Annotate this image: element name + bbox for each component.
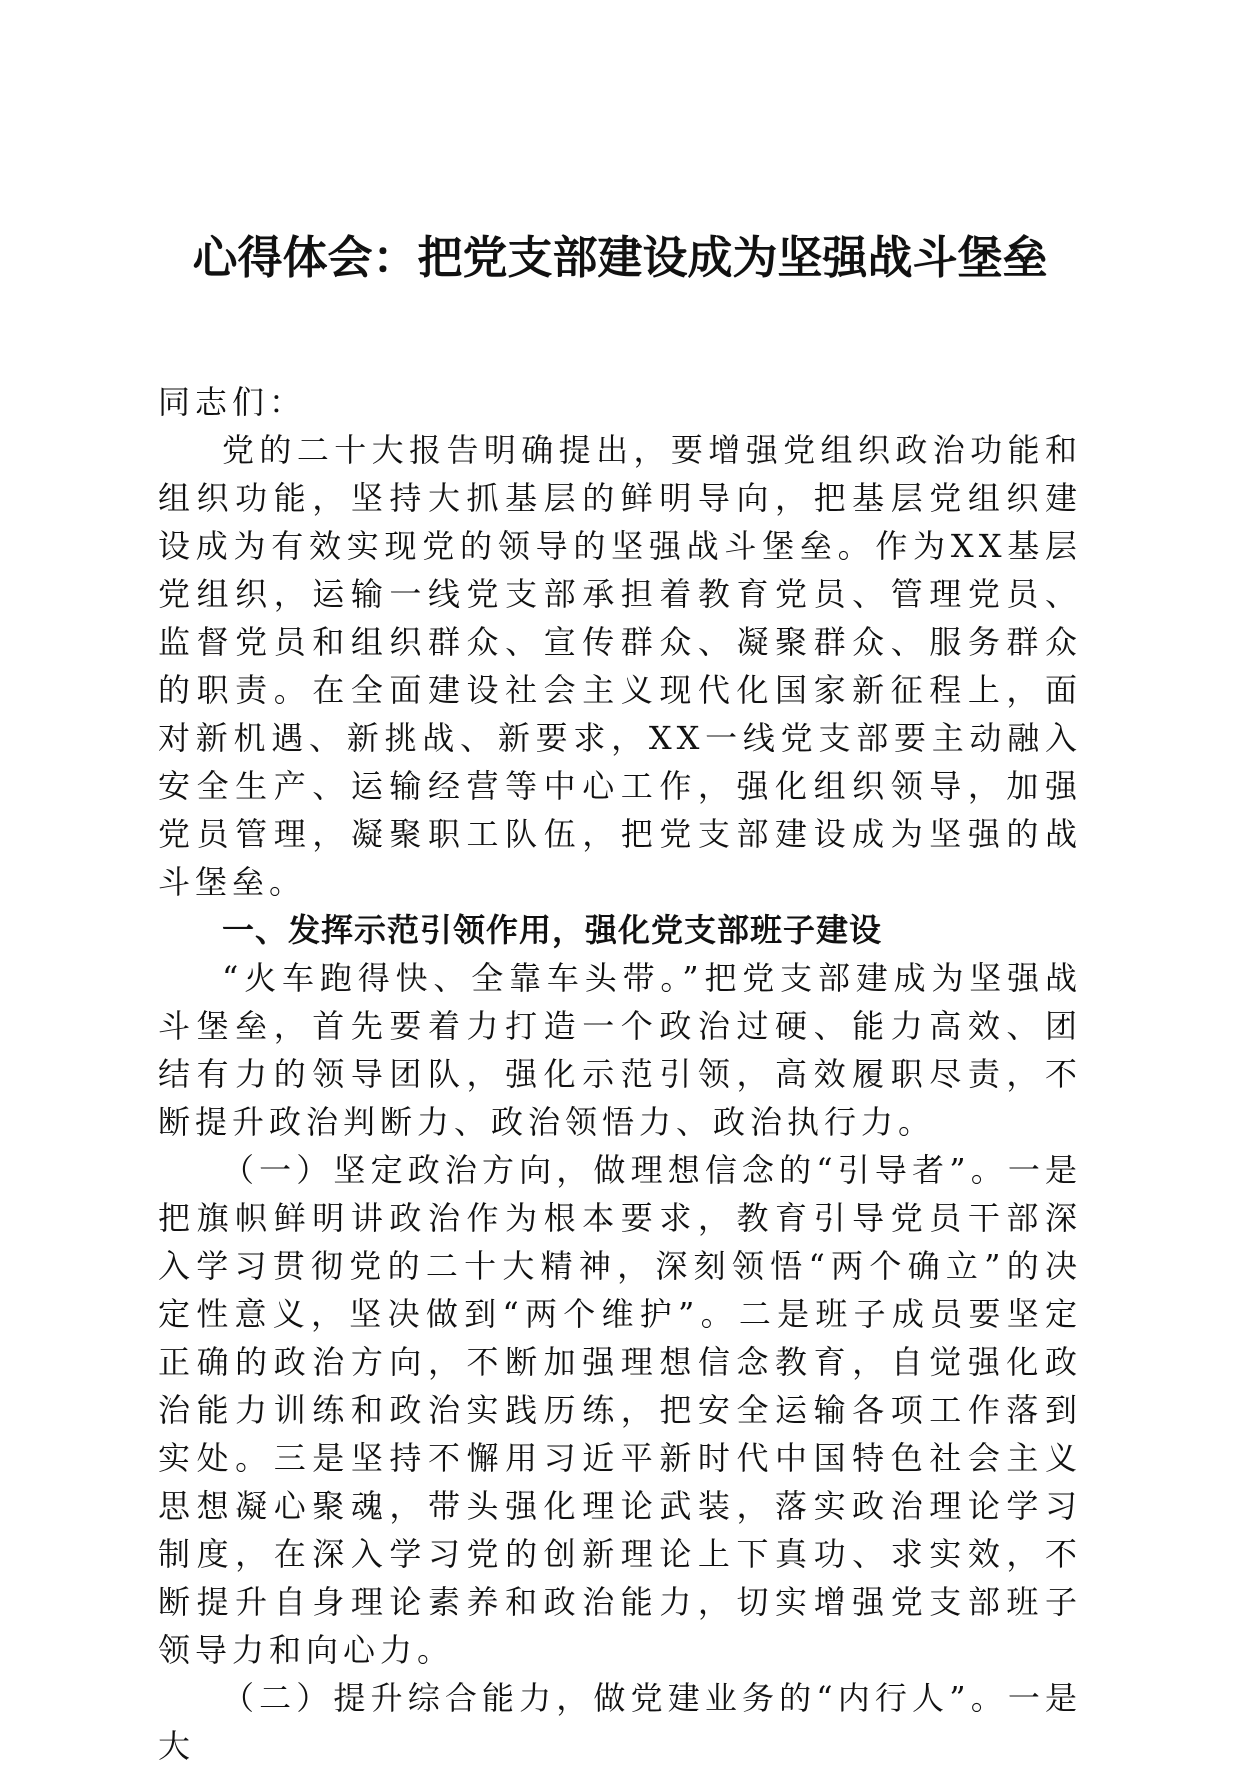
- section-heading: 一、发挥示范引领作用，强化党支部班子建设: [222, 911, 883, 949]
- subsection-paragraph: （一）坚定政治方向，做理想信念的“引导者”。一是把旗帜鲜明讲政治作为根本要求，教育引导党员干部深入学习贯彻党的二十大精神，深刻领悟“两个确立”的决定性意义，坚决做到“两个维护”。二是班子成员要坚定正确的政治方向，不断加强理想信念教育，自觉强化政治能力训练和政治实践历练，把安全运输各项工作落到实处。三是坚持不懈用习近平新时代中国特色社会主义思想凝心聚魂，带头强化理论武装，落实政治理论学习制度，在深入学习党的创新理论上下真功、求实效，不断提升自身理论素养和政治能力，切实增强党支部班子领导力和向心力。: [158, 1151, 1082, 1669]
- section-intro-paragraph: “火车跑得快、全靠车头带。”把党支部建成为坚强战斗堡垒，首先要着力打造一个政治过硬、能力高效、团结有力的领导团队，强化示范引领，高效履职尽责，不断提升政治判断力、政治领悟力、政治执行力。: [158, 959, 1082, 1141]
- subsection-paragraph-start: （二）提升综合能力，做党建业务的“内行人”。一是大: [158, 1679, 1082, 1765]
- salutation: 同志们：: [158, 383, 307, 421]
- document-body: [158, 378, 1082, 1770]
- document-title: 心得体会：把党支部建设成为坚强战斗堡垒: [192, 231, 1048, 284]
- intro-paragraph: 党的二十大报告明确提出，要增强党组织政治功能和组织功能，坚持大抓基层的鲜明导向，把基层党组织建设成为有效实现党的领导的坚强战斗堡垒。作为XX基层党组织，运输一线党支部承担着教育党员、管理党员、监督党员和组织群众、宣传群众、凝聚群众、服务群众的职责。在全面建设社会主义现代化国家新征程上，面对新机遇、新挑战、新要求，XX一线党支部要主动融入安全生产、运输经营等中心工作，强化组织领导，加强党员管理，凝聚职工队伍，把党支部建设成为坚强的战斗堡垒。: [158, 431, 1082, 901]
